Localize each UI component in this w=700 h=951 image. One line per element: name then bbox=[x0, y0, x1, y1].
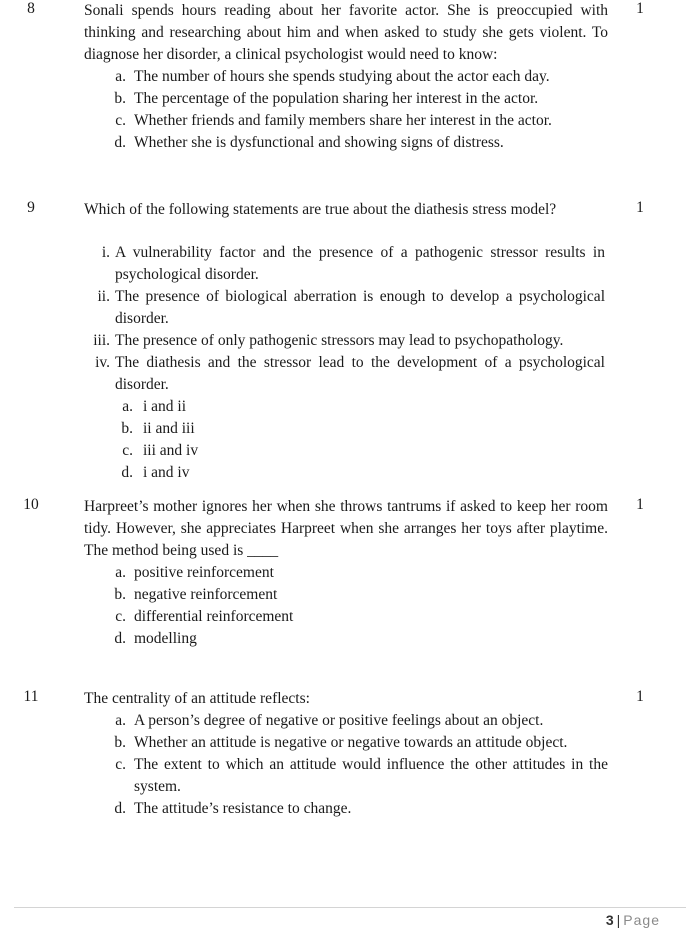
page-footer bbox=[606, 912, 660, 928]
page-label: Page bbox=[623, 912, 660, 928]
question-body bbox=[84, 496, 608, 650]
page-number: 3 bbox=[605, 912, 614, 928]
statement-label: ii. bbox=[97, 288, 110, 305]
option-d bbox=[106, 798, 608, 820]
option-c bbox=[106, 606, 608, 628]
option-text: iii and iv bbox=[143, 442, 199, 459]
question-marks: 1 bbox=[636, 199, 644, 216]
question-number: 11 bbox=[23, 688, 39, 705]
question-body bbox=[84, 688, 608, 820]
option-text: Whether friends and family members share her interest in the actor. bbox=[134, 112, 552, 129]
statement-i bbox=[84, 242, 605, 286]
option-text: A person’s degree of negative or positive feelings about an object. bbox=[134, 712, 544, 729]
option-label: a. bbox=[122, 398, 133, 415]
option-d bbox=[115, 462, 608, 484]
option-text: The percentage of the population sharing her interest in the actor. bbox=[134, 90, 539, 107]
option-label: c. bbox=[122, 442, 133, 459]
statement-label: i. bbox=[101, 244, 110, 261]
option-d bbox=[106, 132, 608, 154]
question-number: 9 bbox=[27, 199, 35, 216]
option-label: c. bbox=[115, 756, 126, 773]
option-a bbox=[106, 562, 608, 584]
statement-text: A vulnerability factor and the presence of a pathogenic stressor results in psychological disorder. bbox=[115, 244, 605, 283]
option-text: negative reinforcement bbox=[134, 586, 278, 603]
option-label: a. bbox=[115, 68, 126, 85]
option-c bbox=[115, 440, 608, 462]
statement-text: The diathesis and the stressor lead to the development of a psychological disorder. bbox=[115, 354, 605, 393]
option-label: c. bbox=[115, 112, 126, 129]
option-list bbox=[84, 396, 608, 484]
page-separator: | bbox=[616, 912, 621, 928]
option-text: The extent to which an attitude would influence the other attitudes in the system. bbox=[134, 756, 608, 795]
question-body bbox=[84, 0, 608, 154]
statement-ii bbox=[84, 286, 605, 330]
option-list bbox=[84, 710, 608, 820]
option-label: d. bbox=[114, 630, 126, 647]
option-label: d. bbox=[121, 464, 133, 481]
question-marks: 1 bbox=[636, 688, 644, 705]
option-a bbox=[106, 66, 608, 88]
option-b bbox=[106, 584, 608, 606]
option-text: modelling bbox=[134, 630, 197, 647]
footer-divider bbox=[14, 907, 686, 908]
statement-label: iii. bbox=[93, 332, 110, 349]
question-text: Which of the following statements are true about the diathesis stress model? bbox=[84, 201, 557, 218]
option-text: positive reinforcement bbox=[134, 564, 274, 581]
question-body bbox=[84, 199, 608, 484]
option-c bbox=[106, 754, 608, 798]
option-label: b. bbox=[121, 420, 133, 437]
option-text: The attitude’s resistance to change. bbox=[134, 800, 352, 817]
statement-iii bbox=[84, 330, 605, 352]
option-label: b. bbox=[114, 90, 126, 107]
option-label: a. bbox=[115, 712, 126, 729]
option-label: d. bbox=[114, 134, 126, 151]
option-label: a. bbox=[115, 564, 126, 581]
option-b bbox=[106, 88, 608, 110]
question-text: Sonali spends hours reading about her favorite actor. She is preoccupied with thinking and researching about him and when asked to study she gets violent. To diagnose her disorder, a clinical psychologist would need to know: bbox=[84, 2, 608, 63]
option-text: The number of hours she spends studying about the actor each day. bbox=[134, 68, 550, 85]
option-label: d. bbox=[114, 800, 126, 817]
option-label: b. bbox=[114, 586, 126, 603]
option-d bbox=[106, 628, 608, 650]
option-a bbox=[115, 396, 608, 418]
question-number: 8 bbox=[27, 0, 35, 17]
option-list bbox=[84, 66, 608, 154]
option-b bbox=[106, 732, 608, 754]
statement-iv bbox=[84, 352, 605, 396]
option-text: differential reinforcement bbox=[134, 608, 294, 625]
option-text: Whether she is dysfunctional and showing signs of distress. bbox=[134, 134, 504, 151]
option-a bbox=[106, 710, 608, 732]
question-text: The centrality of an attitude reflects: bbox=[84, 690, 310, 707]
question-marks: 1 bbox=[636, 496, 644, 513]
option-label: c. bbox=[115, 608, 126, 625]
option-list bbox=[84, 562, 608, 650]
statement-text: The presence of only pathogenic stressors may lead to psychopathology. bbox=[115, 332, 564, 349]
option-label: b. bbox=[114, 734, 126, 751]
option-c bbox=[106, 110, 608, 132]
option-text: i and ii bbox=[143, 398, 187, 415]
question-text: Harpreet’s mother ignores her when she throws tantrums if asked to keep her room tidy. However, she appreciates Harpreet when she arranges her toys after playtime. The method being used is ____ bbox=[84, 498, 608, 559]
option-text: ii and iii bbox=[143, 420, 195, 437]
option-text: i and iv bbox=[143, 464, 190, 481]
statement-list bbox=[84, 242, 605, 396]
option-text: Whether an attitude is negative or negative towards an attitude object. bbox=[134, 734, 568, 751]
statement-text: The presence of biological aberration is enough to develop a psychological disorder. bbox=[115, 288, 605, 327]
question-marks: 1 bbox=[636, 0, 644, 17]
option-b bbox=[115, 418, 608, 440]
question-number: 10 bbox=[23, 496, 39, 513]
statement-label: iv. bbox=[95, 354, 110, 371]
